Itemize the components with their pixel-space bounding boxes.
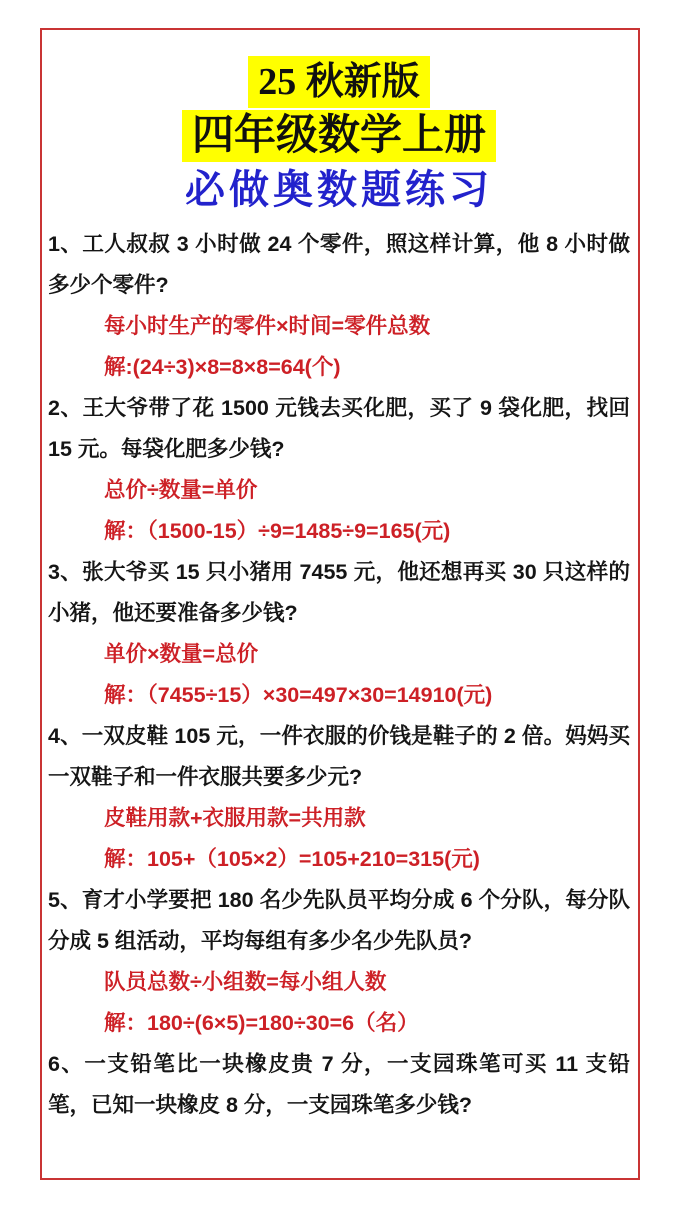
problem-4-question: 4、一双皮鞋 105 元，一件衣服的价钱是鞋子的 2 倍。妈妈买一双鞋子和一件衣服共要多少元?	[48, 724, 630, 789]
title-line-1-highlight: 25 秋新版	[248, 56, 430, 108]
problem-1-question: 1、工人叔叔 3 小时做 24 个零件，照这样计算，他 8 小时做多少个零件?	[48, 232, 630, 297]
problem-3-formula: 单价×数量=总价	[104, 642, 259, 666]
problem-1	[48, 224, 630, 388]
problem-4	[48, 716, 630, 880]
problem-3-question: 3、张大爷买 15 只小猪用 7455 元，他还想再买 30 只这样的小猪，他还要准备多少钱?	[48, 560, 630, 625]
problem-2-solution: 解：（1500-15）÷9=1485÷9=165(元)	[104, 519, 451, 543]
problem-4-formula: 皮鞋用款+衣服用款=共用款	[104, 806, 366, 830]
worksheet-header	[48, 56, 630, 216]
problem-5	[48, 880, 630, 1044]
problem-3	[48, 552, 630, 716]
problem-5-solution: 解：180÷(6×5)=180÷30=6（名）	[104, 1011, 419, 1035]
problem-list	[48, 224, 630, 1126]
problem-6	[48, 1044, 630, 1126]
problem-2	[48, 388, 630, 552]
title-line-1	[48, 56, 630, 108]
problem-1-solution: 解:(24÷3)×8=8×8=64(个)	[104, 355, 341, 379]
problem-4-solution: 解：105+（105×2）=105+210=315(元)	[104, 847, 480, 871]
worksheet-frame	[40, 28, 640, 1180]
problem-2-question: 2、王大爷带了花 1500 元钱去买化肥，买了 9 袋化肥，找回 15 元。每袋化肥多少钱?	[48, 396, 630, 461]
worksheet-content	[42, 30, 638, 1126]
title-line-2-highlight: 四年级数学上册	[182, 110, 496, 162]
problem-1-formula: 每小时生产的零件×时间=零件总数	[104, 314, 431, 338]
problem-5-formula: 队员总数÷小组数=每小组人数	[104, 970, 387, 994]
problem-2-formula: 总价÷数量=单价	[104, 478, 258, 502]
problem-5-question: 5、育才小学要把 180 名少先队员平均分成 6 个分队，每分队分成 5 组活动，平均每组有多少名少先队员?	[48, 888, 630, 953]
problem-3-solution: 解：（7455÷15）×30=497×30=14910(元)	[104, 683, 493, 707]
worksheet-subtitle: 必做奥数题练习	[185, 167, 493, 212]
problem-6-question: 6、一支铅笔比一块橡皮贵 7 分，一支园珠笔可买 11 支铅笔，已知一块橡皮 8 分，一支园珠笔多少钱?	[48, 1052, 630, 1117]
title-line-2	[48, 110, 630, 162]
